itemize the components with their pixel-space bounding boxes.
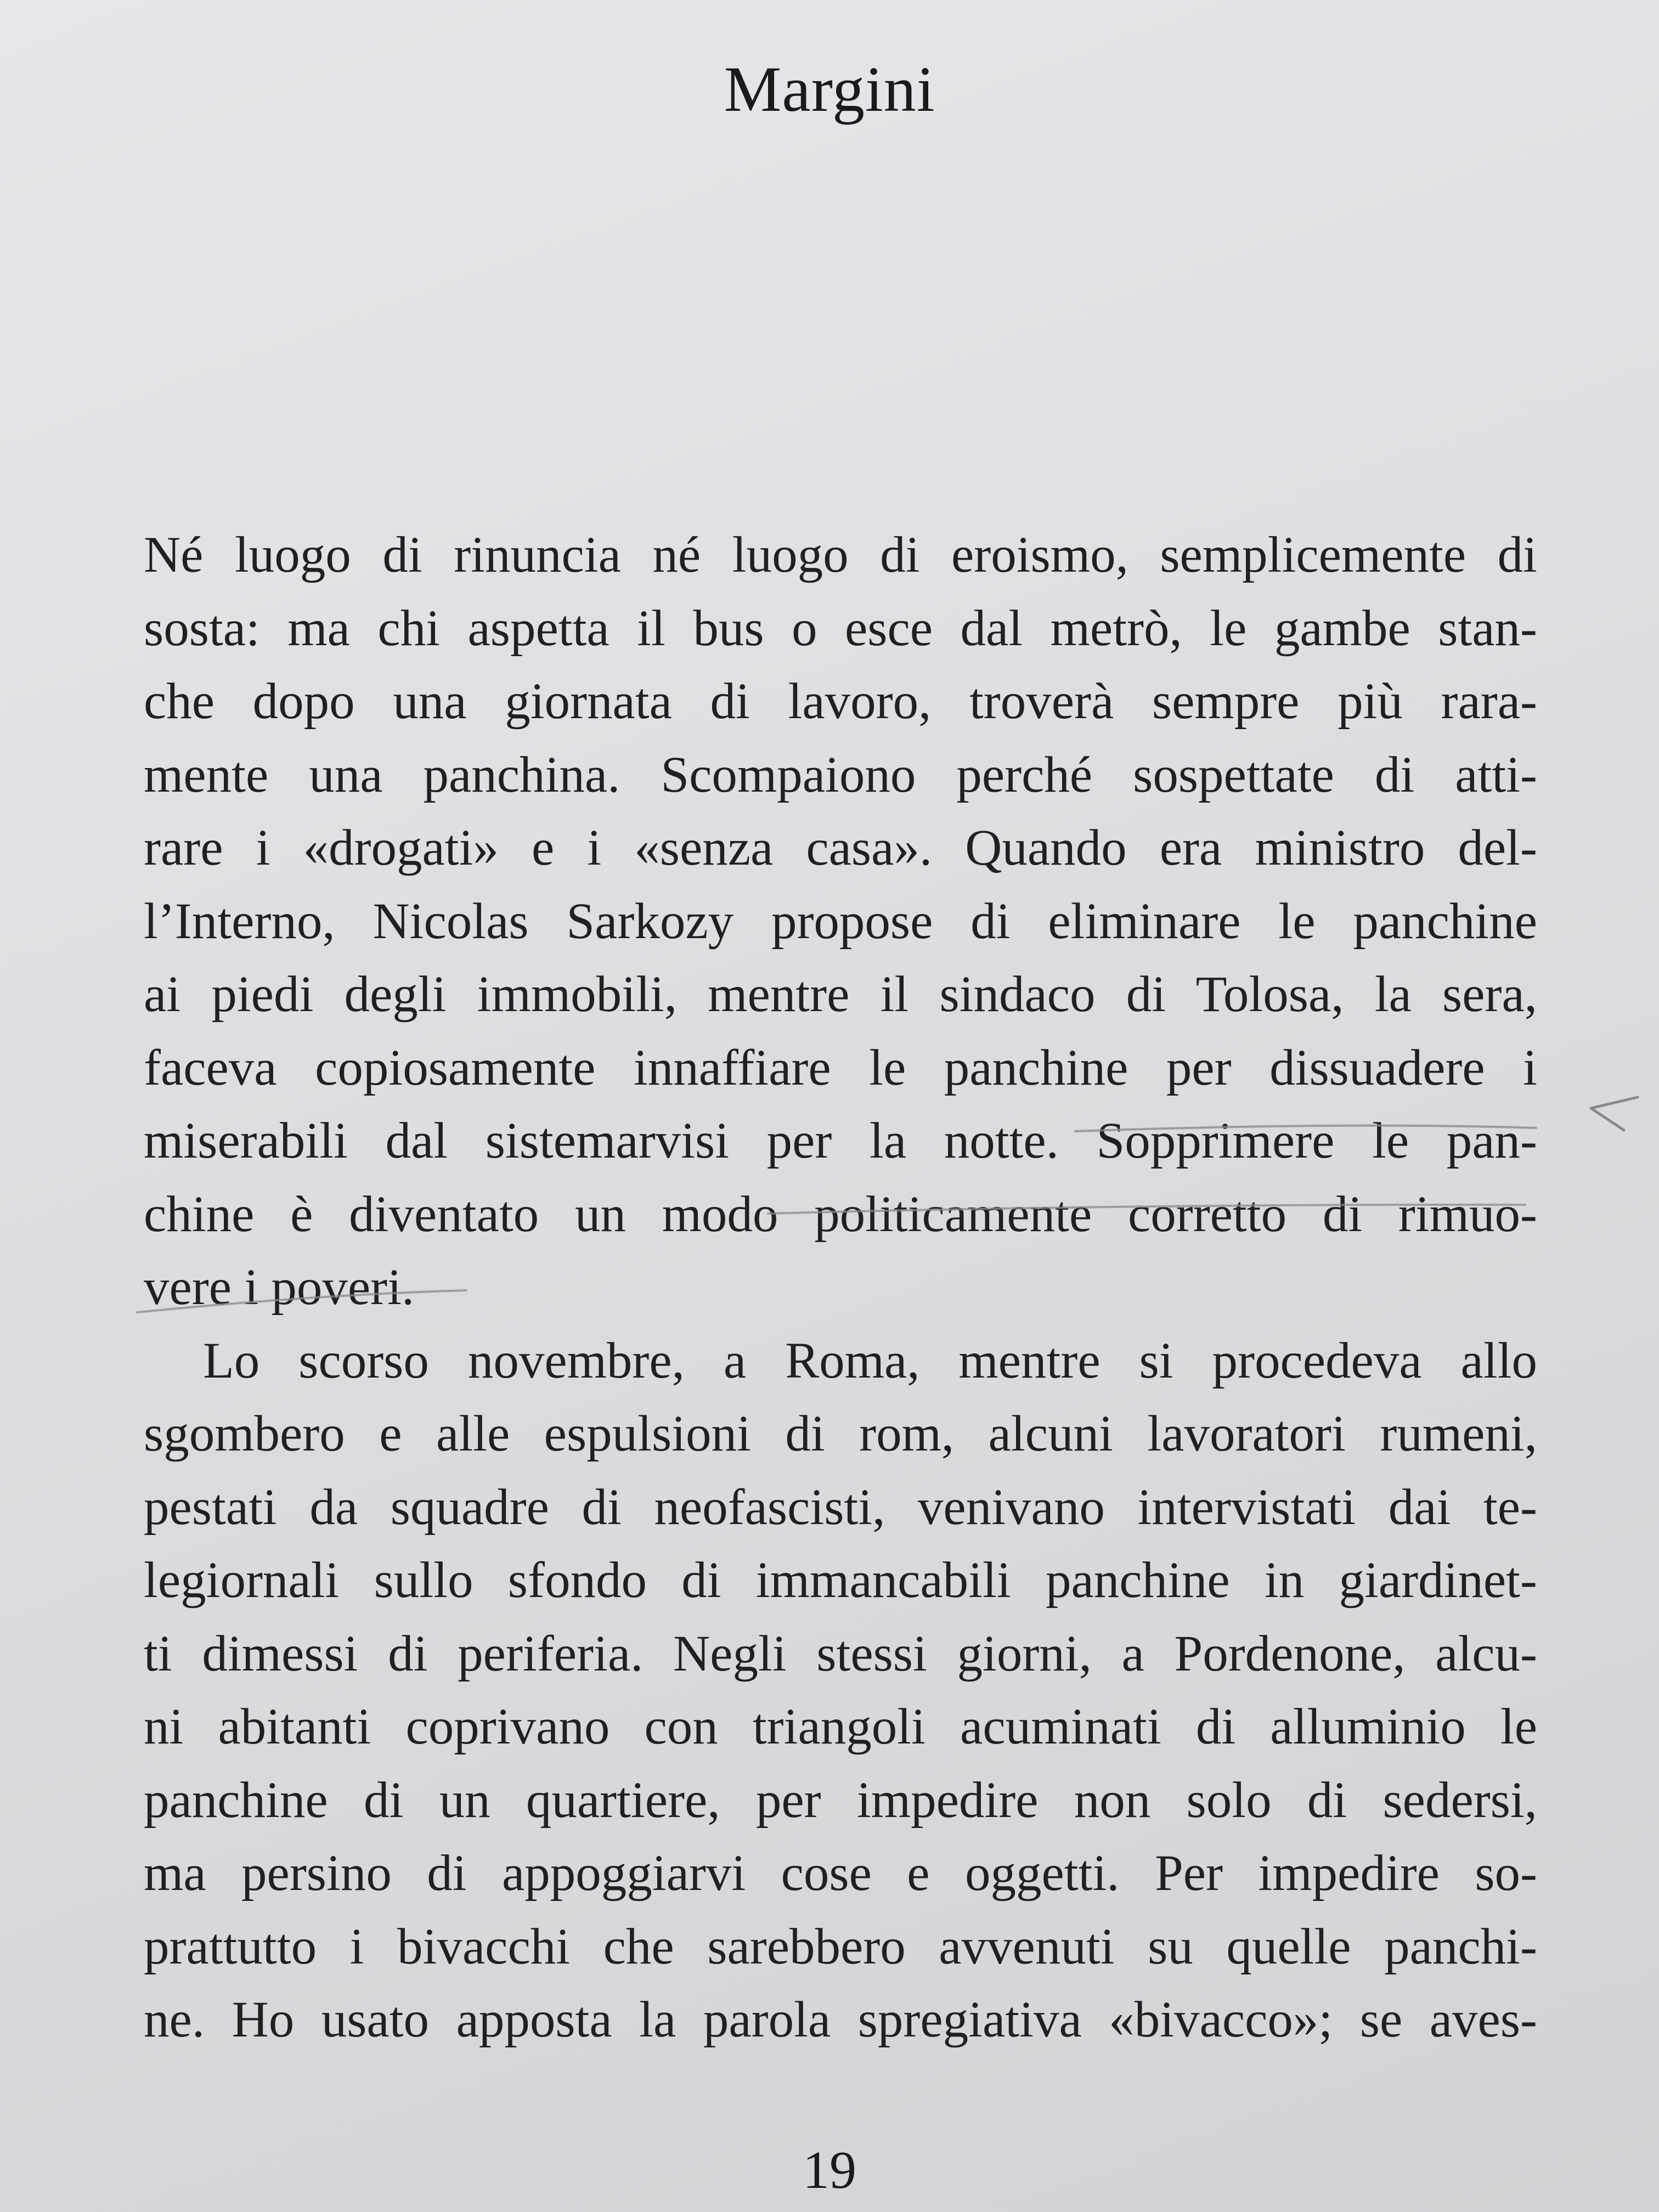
text-line: rare i «drogati» e i «senza casa». Quando era ministro del- bbox=[144, 820, 1537, 876]
text-line: ai piedi degli immobili, mentre il sindaco di Tolosa, la sera, bbox=[144, 966, 1537, 1023]
pencil-margin-mark bbox=[1591, 1097, 1638, 1130]
text-line: che dopo una giornata di lavoro, troverà sempre più rara- bbox=[144, 673, 1537, 730]
text-line: chine è diventato un modo politicamente corretto di rimuo- bbox=[144, 1186, 1537, 1243]
text-line: prattutto i bivacchi che sarebbero avvenuti su quelle panchi- bbox=[144, 1918, 1537, 1975]
text-line: ti dimessi di periferia. Negli stessi giorni, a Pordenone, alcu- bbox=[144, 1625, 1537, 1682]
text-line: miserabili dal sistemarvisi per la notte. Sopprimere le pan- bbox=[144, 1113, 1537, 1169]
paragraph-1 bbox=[144, 518, 1537, 1324]
body-text bbox=[144, 518, 1537, 2057]
text-line: sosta: ma chi aspetta il bus o esce dal metrò, le gambe stan- bbox=[144, 600, 1537, 657]
text-line: ma persino di appoggiarvi cose e oggetti. Per impedire so- bbox=[144, 1845, 1537, 1901]
text-line: panchine di un quartiere, per impedire non solo di sedersi, bbox=[144, 1771, 1537, 1829]
page-number: 19 bbox=[803, 2141, 856, 2200]
text-line: vere i poveri. bbox=[144, 1259, 415, 1316]
text-line: Lo scorso novembre, a Roma, mentre si procedeva allo bbox=[203, 1332, 1537, 1389]
text-line: l’Interno, Nicolas Sarkozy propose di eliminare le panchine bbox=[144, 893, 1537, 950]
text-line: ne. Ho usato apposta la parola spregiativa «bivacco»; se aves- bbox=[144, 1991, 1537, 2048]
text-line: legiornali sullo sfondo di immancabili panchine in giardinet- bbox=[144, 1552, 1537, 1609]
text-line: mente una panchina. Scompaiono perché sospettate di atti- bbox=[144, 746, 1537, 803]
paragraph-2 bbox=[144, 1324, 1537, 2057]
text-line: sgombero e alle espulsioni di rom, alcuni lavoratori rumeni, bbox=[144, 1406, 1537, 1462]
text-line: faceva copiosamente innaffiare le panchine per dissuadere i bbox=[144, 1039, 1537, 1096]
running-title: Margini bbox=[724, 53, 935, 125]
text-line: ni abitanti coprivano con triangoli acuminati di alluminio le bbox=[144, 1699, 1537, 1755]
text-line: Né luogo di rinuncia né luogo di eroismo, semplicemente di bbox=[144, 527, 1537, 583]
text-line: pestati da squadre di neofascisti, venivano intervistati dai te- bbox=[144, 1479, 1537, 1536]
